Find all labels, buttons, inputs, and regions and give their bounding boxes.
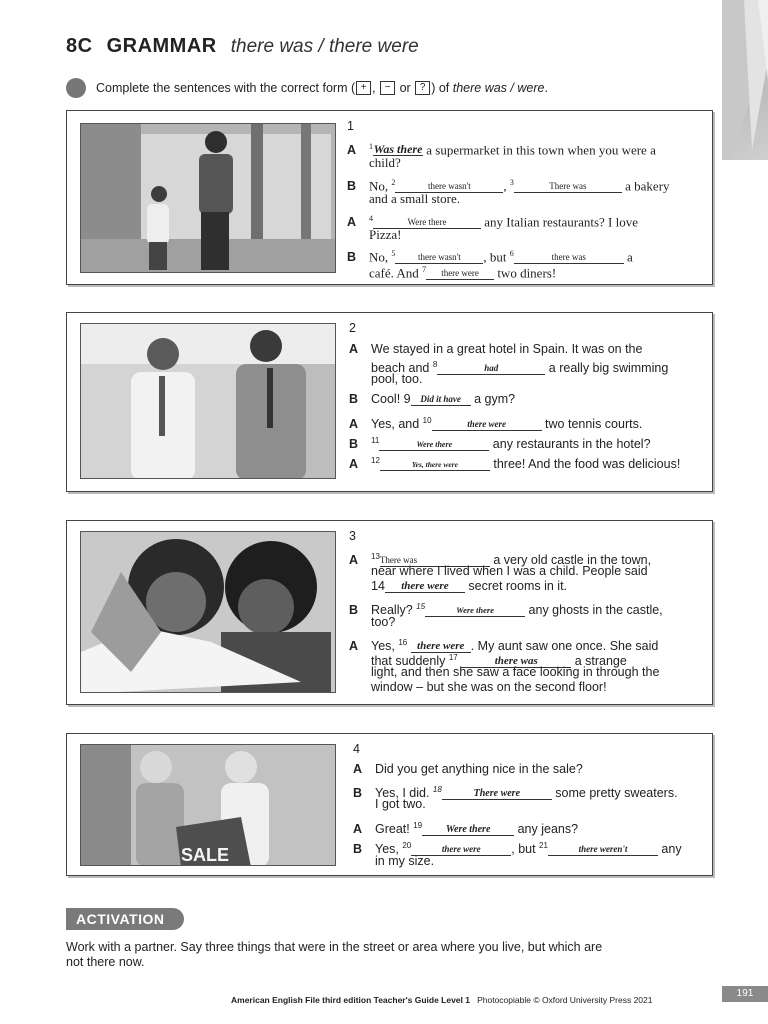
exercise-2-line-4: B $^{11}$ Were there any restaurants in the hotel? [349,436,651,452]
answer-20: there were [411,844,511,856]
exercise-2-line-3: A Yes, and $^{10}$ there were two tennis courts. [349,416,643,432]
exercise-4-line-2-cont: I got two. [375,797,426,811]
exercise-2-line-1-cont: beach and $^8$ had a really big swimming [371,360,669,376]
exercise-1-line-3: A $^4$ Were there any Italian restaurants? I love [347,214,639,230]
instruction [66,78,548,98]
exercise-2-line-1-cont2: pool, too. [371,372,423,386]
answer-11: Were there [379,439,489,451]
corner-tab-graphic [722,0,768,160]
exercise-box-2 [66,312,713,492]
bullet-icon [66,78,86,98]
unit-code: 8C [66,35,93,57]
photo-shopping-women [80,744,336,866]
answer-8: had [437,363,545,375]
exercise-1-line-1-cont: child? [369,155,401,170]
answer-5: there wasn't [395,252,483,264]
answer-21: there weren't [548,844,658,856]
answer-7: there were [426,268,494,280]
answer-16: there were [411,641,471,653]
exercise-2-line-2: B Cool! 9 Did it have a gym? [349,392,516,406]
exercise-1-number: 1 [347,119,354,133]
answer-1: Was there [373,142,423,157]
exercise-3-line-1-cont2: 14 there were secret rooms in it. [371,579,568,593]
exercise-4-line-1: A Did you get anything nice in the sale? [353,762,583,776]
question-icon: ? [415,81,430,95]
exercise-2-line-1: A We stayed in a great hotel in Spain. It was on the [349,342,643,356]
exercise-4-line-2: B Yes, I did. $^{18}$ There were some pretty sweaters. [353,785,678,801]
exercise-1-line-4: B No, $^5$ there wasn't , but $^6$ there was a [347,249,633,265]
minus-icon: − [380,81,395,95]
exercise-3-line-1-cont: near where I lived when I was a child. People said [371,564,648,578]
answer-9: Did it have [411,394,471,406]
exercise-1-line-3-cont: Pizza! [369,227,402,242]
answer-17: there was [461,656,571,668]
answer-3: There was [514,181,622,193]
exercise-3-line-3-cont2: light, and then she saw a face looking in through the [371,665,660,679]
exercise-3-line-1: A $^{13}$There was a very old castle in the town, [349,552,652,568]
exercise-box-3 [66,520,713,705]
instruction-text: Complete the sentences with the correct form ( + , − or ? ) of there was / were. [96,80,548,95]
exercise-box-4 [66,733,713,876]
answer-6: there was [514,252,624,264]
exercise-4-line-4: B Yes, $^{20}$ there were , but $^{21}$ there weren't any [353,841,682,857]
activation-text: Work with a partner. Say three things that were in the street or area where you live, but which are not there now. [66,940,603,969]
topic-title: there was / there were [230,36,419,57]
answer-15: Were there [425,605,525,617]
photo-two-men [80,323,336,479]
footer-copyright: Photocopiable © Oxford University Press 2021 [477,995,653,1005]
answer-2: there wasn't [395,181,503,193]
answer-4: Were there [373,217,481,229]
page-number: 191 [722,986,768,1002]
photo-two-women-book [80,531,336,693]
plus-icon: + [356,81,371,95]
exercise-3-line-2-cont: too? [371,615,396,629]
exercise-4-number: 4 [353,742,360,756]
exercise-4-line-3: A Great! $^{19}$ Were there any jeans? [353,821,579,837]
footer [231,995,652,1005]
sale-sign: SALE [181,845,230,865]
exercise-4-line-4-cont: in my size. [375,854,435,868]
footer-book: American English File third edition Teacher's Guide Level 1 [231,995,470,1005]
exercise-3-line-3: A Yes, $^{16}$ there were . My aunt saw one once. She said [349,638,659,654]
exercise-3-line-3-cont3: window – but she was on the second floor! [371,680,607,694]
answer-10: there were [432,419,542,431]
activation-label: ACTIVATION [66,908,184,930]
answer-14: there were [385,581,465,593]
exercise-2-number: 2 [349,321,356,335]
exercise-3-line-2: B Really? $^{15}$ Were there any ghosts in the castle, [349,602,663,618]
photo-mother-daughter [80,123,336,273]
exercise-1-line-1: A $^1$Was there a supermarket in this town when you were a [347,142,656,158]
answer-18: There were [442,788,552,800]
exercise-1-line-2: B No, $^2$ there wasn't , $^3$ There was a bakery [347,178,670,194]
exercise-3-line-3-cont: that suddenly $^{17}$ there was a strange [371,653,627,669]
section-title: GRAMMAR [106,35,217,57]
exercise-2-line-5: A $^{12}$ Yes, there were three! And the food was delicious! [349,456,681,472]
exercise-box-1 [66,110,713,285]
answer-19: Were there [422,824,514,836]
page-header [66,35,419,58]
exercise-3-number: 3 [349,529,356,543]
answer-12: Yes, there were [380,459,490,471]
exercise-1-line-4-cont: café. And $^7$ there were two diners! [369,265,557,281]
answer-13: There was [380,555,490,567]
exercise-1-line-2-cont: and a small store. [369,191,460,206]
